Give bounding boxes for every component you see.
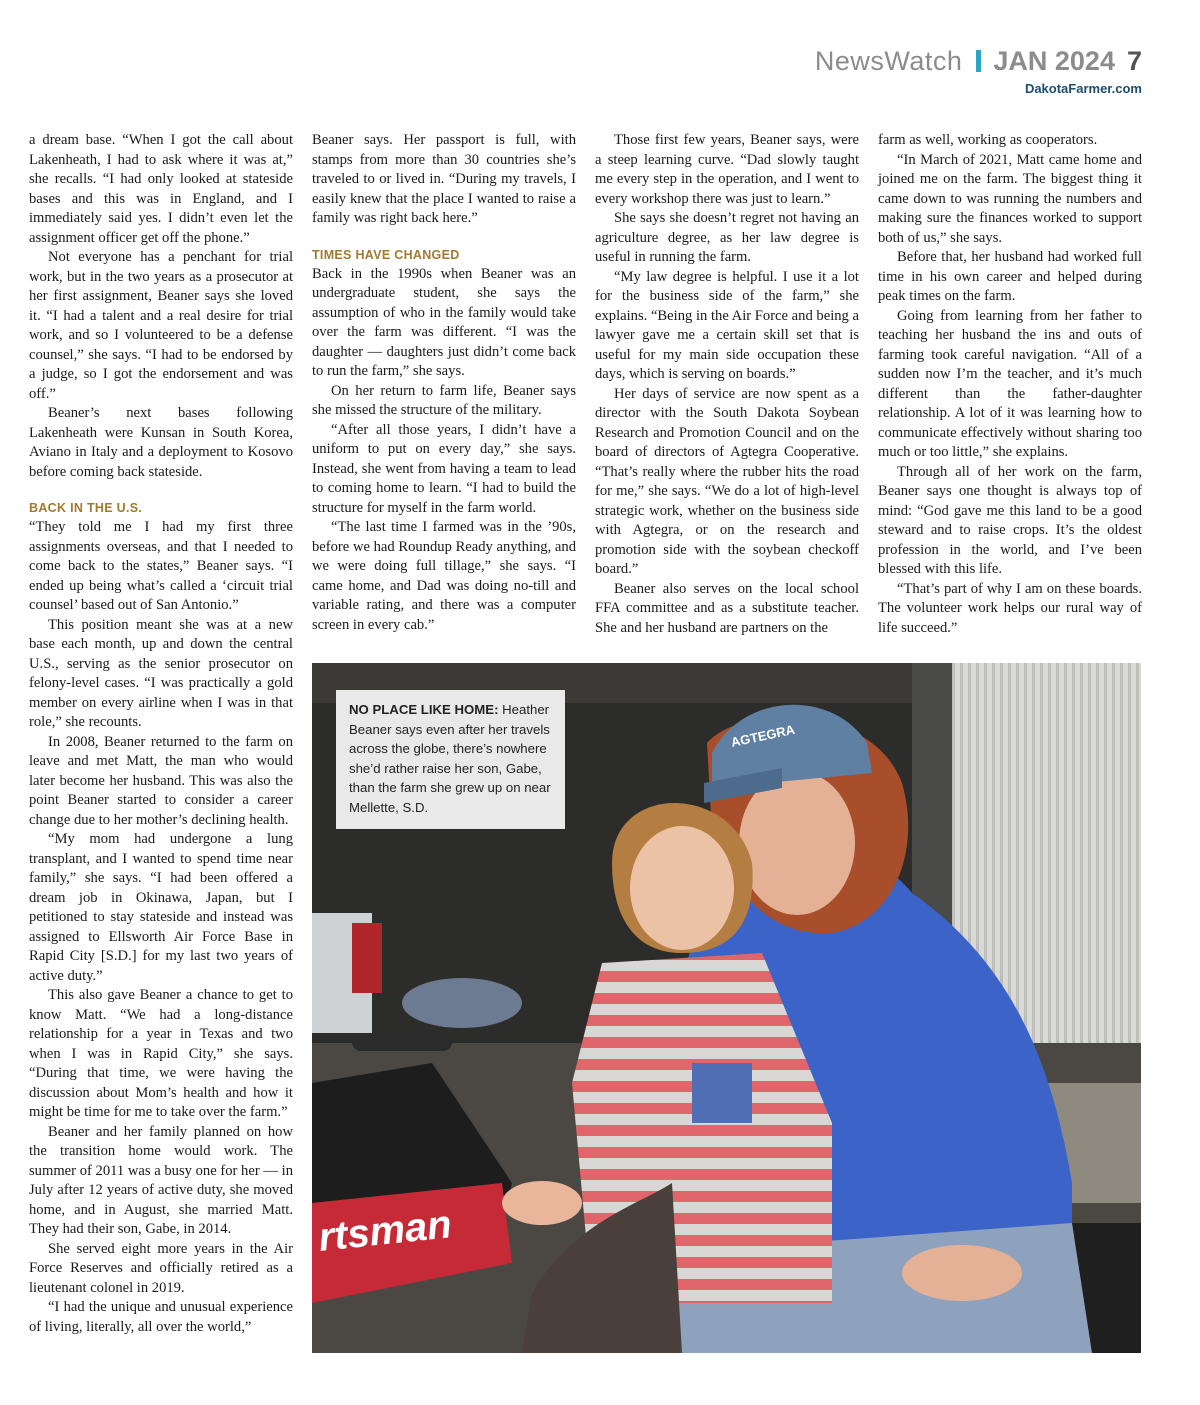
issue-date: JAN 2024 [993, 46, 1115, 76]
paragraph: Not everyone has a penchant for trial work, but in the two years as a prosecutor at her first assignment, Beaner says she loved it. “I had a talent and a real desire for trial work, and so I volunteered to be a defense counsel,” she says. “I had to be endorsed by a judge, so I got the endorsement and was off.” [29, 249, 293, 402]
paragraph: “They told me I had my first three assignments overseas, and that I needed to come back to the states,” Beaner says. “I ended up being what’s called a ‘circuit trial counsel’ based out of San Antonio.” [29, 519, 293, 613]
atv-brand-text: rtsman [316, 1202, 454, 1260]
paragraph: “After all those years, I didn’t have a uniform to put on every day,” she says. Instead, she went from having a team to lead to coming home to learn. “I had to build the structure for myself in the farm world. [312, 421, 576, 516]
paragraph: This also gave Beaner a chance to get to know Matt. “We had a long-distance relationship for a year in Texas and two when I was in Rapid City,” she says. “During that time, we were having the discussion about Mom’s health and how it might be time for me to take over the farm.” [29, 987, 293, 1120]
header-line [815, 46, 1142, 76]
paragraph: Going from learning from her father to teaching her husband the ins and outs of farming took careful navigation. “All of a sudden now I’m the teacher, and it’s much different than the father-daughter relationship. A lot of it was learning how to communicate effectively without sharing too much or too little,” she explains. [878, 307, 1142, 460]
paragraph: Those first few years, Beaner says, were a steep learning curve. “Dad slowly taught me every step in the operation, and I went to every workshop there was just to learn.” [595, 132, 859, 207]
paragraph: Beaner also serves on the local school FFA committee and as a substitute teacher. She and her husband are partners on the [595, 580, 859, 636]
paragraph: Beaner’s next bases following Lakenheath were Kunsan in South Korea, Aviano in Italy and a deployment to Kosovo before coming back stateside. [29, 405, 293, 480]
paragraph: Beaner says. Her passport is full, with stamps from more than 30 countries she’s traveled to or lived in. “During my travels, I easily knew that the place I wanted to raise a family was right back here.” [312, 132, 576, 226]
paragraph: Her days of service are now spent as a director with the South Dakota Soybean Research and Promotion Council and on the board of directors of Agtegra Cooperative. “That’s really where the rubber hits the road for me,” she says. “We do a lot of high-level strategic work, whether on the business side with Agtegra, or on the research and promotion side with the soybean checkoff board.” [595, 385, 859, 577]
section-name: NewsWatch [814, 46, 963, 76]
paragraph: She served eight more years in the Air Force Reserves and officially retired as a lieutenant colonel in 2019. [29, 1240, 293, 1296]
paragraph: Beaner and her family planned on how the transition home would work. The summer of 2011 was a busy one for her — in July after 12 years of active duty, she moved home, and in August, she married Matt. They had their son, Gabe, in 2014. [29, 1123, 293, 1237]
page-header [815, 46, 1142, 96]
cap-logo-text: AGTEGRA [729, 721, 797, 750]
article-column-1 [29, 131, 293, 1337]
paragraph: “In March of 2021, Matt came home and joined me on the farm. The biggest thing it came down to was running the numbers and making sure the finances worked to support both of us,” she says. [878, 151, 1142, 246]
article-column-4 [878, 131, 1142, 638]
paragraph: She says she doesn’t regret not having an agriculture degree, as her law degree is useful in running the farm. [595, 210, 859, 265]
subheading: BACK IN THE U.S. [29, 501, 143, 515]
paragraph: “That’s part of why I am on these boards. The volunteer work helps our rural way of life succeed.” [878, 580, 1142, 636]
paragraph: “I had the unique and unusual experience of living, literally, all over the world,” [29, 1299, 293, 1335]
paragraph: In 2008, Beaner returned to the farm on leave and met Matt, the man who would later become her husband. This was also the point Beaner started to consider a career change due to her mother’s declining health. [29, 733, 293, 828]
paragraph: On her return to farm life, Beaner says she missed the structure of the military. [312, 382, 576, 418]
paragraph: “My law degree is helpful. I use it a lot for the business side of the farm,” she explains. “Being in the Air Force and being a lawyer gave me a certain skill set that is useful for my main side occupation these days, which is serving on boards.” [595, 268, 859, 382]
paragraph: Through all of her work on the farm, Beaner says one thought is always top of mind: “God gave me this land to be a good steward and to raise crops. It’s the oldest profession in the world, and I’ve been blessed with this life. [878, 463, 1142, 577]
paragraph: “My mom had undergone a lung transplant, and I wanted to spend time near family,” she says. “I had been offered a dream job in Okinawa, Japan, but I petitioned to stay stateside and instead was assigned to Ellsworth Air Force Base in Rapid City [S.D.] for my last two years of active duty.” [29, 831, 293, 984]
subheading: TIMES HAVE CHANGED [312, 247, 460, 262]
paragraph: “The last time I farmed was in the ’90s, before we had Roundup Ready anything, and we were doing full tillage,” she says. “I came home, and Dad was doing no-till and variable rating, and there was a computer screen in every cab.” [312, 519, 576, 633]
article-column-3 [595, 131, 859, 638]
paragraph: Back in the 1990s when Beaner was an undergraduate student, she says the assumption of who in the family would take over the farm was different. “I was the daughter — daughters just didn’t come back to run the farm,” she says. [312, 265, 576, 379]
photo-caption [336, 690, 565, 829]
paragraph: farm as well, working as cooperators. [878, 132, 1098, 148]
website-link[interactable]: DakotaFarmer.com [1024, 81, 1142, 96]
caption-headline: NO PLACE LIKE HOME: [349, 702, 499, 717]
article-column-2 [312, 131, 576, 635]
paragraph: Before that, her husband had worked full time in his own career and helped during peak times on the farm. [878, 249, 1142, 304]
caption-text: Heather Beaner says even after her travels across the globe, there’s nowhere she’d rather raise her son, Gabe, than the farm she grew up on near Mellette, S.D. [349, 702, 551, 815]
page-number: 7 [1126, 46, 1142, 76]
boy-face [630, 826, 734, 950]
header-divider [976, 50, 981, 72]
paragraph: This position meant she was at a new base each month, up and down the central U.S., serving as the senior prosecutor on felony-level cases. “I was practically a gold member on every airline when I was in that role,” she recounts. [29, 616, 293, 730]
paragraph: a dream base. “When I got the call about Lakenheath, I had to ask where it was at,” she recalls. “I had only looked at stateside bases and this was in England, and I immediately said yes. I didn’t even let the assignment officer get off the phone.” [29, 132, 293, 246]
